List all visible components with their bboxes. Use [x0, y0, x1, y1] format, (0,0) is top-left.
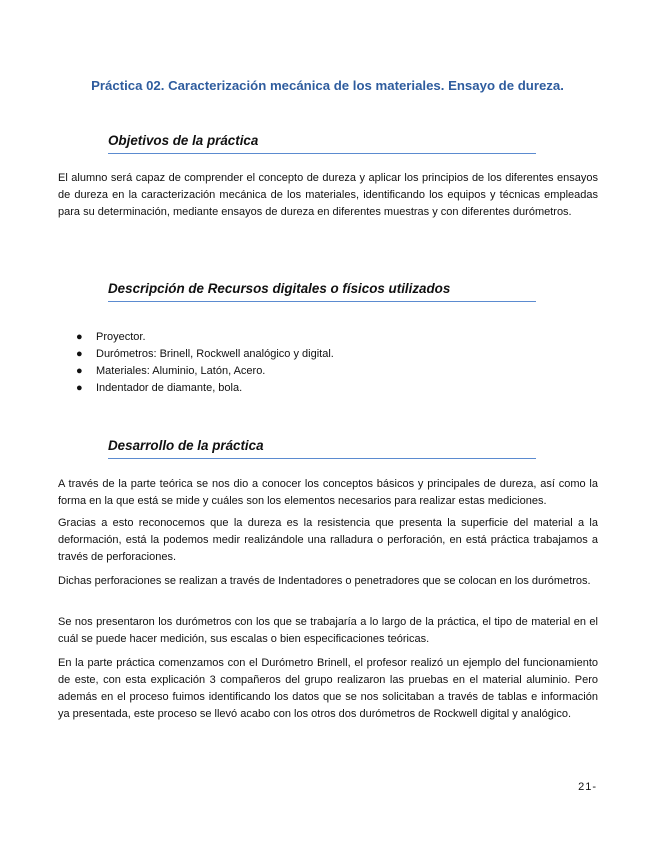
recursos-list — [76, 329, 334, 397]
desarrollo-paragraph-3: Dichas perforaciones se realizan a través de Indentadores o penetradores que se colocan en los durómetros. — [58, 575, 591, 587]
bullet-icon: ● — [76, 348, 83, 360]
desarrollo-paragraph-1: A través de la parte teórica se nos dio a conocer los conceptos básicos y principales de dureza, así como la forma en la que está se mide y cuáles son los elementos necesarios para realizar estas mediciones. — [58, 478, 598, 507]
objetivos-paragraph: El alumno será capaz de comprender el concepto de dureza y aplicar los principios de los diferentes ensayos de dureza en la caracterización mecánica de los materiales, identificando los equipos y técnicas empleadas para su determinación, mediante ensayos de dureza en diferentes muestras y con diferentes durómetros. — [58, 172, 598, 218]
section-heading-objetivos: Objetivos de la práctica — [108, 133, 536, 154]
list-item-label: Indentador de diamante, bola. — [96, 382, 243, 394]
document-title: Práctica 02. Caracterización mecánica de los materiales. Ensayo de dureza. — [91, 78, 564, 93]
bullet-icon: ● — [76, 365, 83, 377]
bullet-icon: ● — [76, 331, 83, 343]
list-item — [76, 363, 334, 380]
bullet-icon: ● — [76, 382, 83, 394]
list-item-label: Durómetros: Brinell, Rockwell analógico y digital. — [96, 348, 334, 360]
desarrollo-paragraph-2: Gracias a esto reconocemos que la dureza es la resistencia que presenta la superficie del material a la deformación, está la podemos medir realizándole una ralladura o perforación, en está práctica trabajamos a través de perforaciones. — [58, 517, 598, 563]
desarrollo-paragraph-4: Se nos presentaron los durómetros con los que se trabajaría a lo largo de la práctica, el tipo de material en el cuál se puede hacer medición, sus escalas o bien especificaciones teóricas. — [58, 616, 598, 645]
section-heading-recursos: Descripción de Recursos digitales o físicos utilizados — [108, 281, 536, 302]
list-item-label: Proyector. — [96, 331, 146, 343]
section-heading-desarrollo: Desarrollo de la práctica — [108, 438, 536, 459]
page-number: 21- — [578, 781, 597, 793]
list-item — [76, 346, 334, 363]
list-item-label: Materiales: Aluminio, Latón, Acero. — [96, 365, 266, 377]
desarrollo-paragraph-5: En la parte práctica comenzamos con el Durómetro Brinell, el profesor realizó un ejemplo del funcionamiento de este, con esta explicación 3 compañeros del grupo realizaron las pruebas en el material aluminio. Pero además en el proceso fuimos identificando los datos que se nos solicitaban a través de tablas e información ya presentada, este proceso se llevó acabo con los otros dos durómetros de Rockwell digital y analógico. — [58, 657, 598, 720]
list-item — [76, 329, 334, 346]
list-item — [76, 380, 334, 397]
